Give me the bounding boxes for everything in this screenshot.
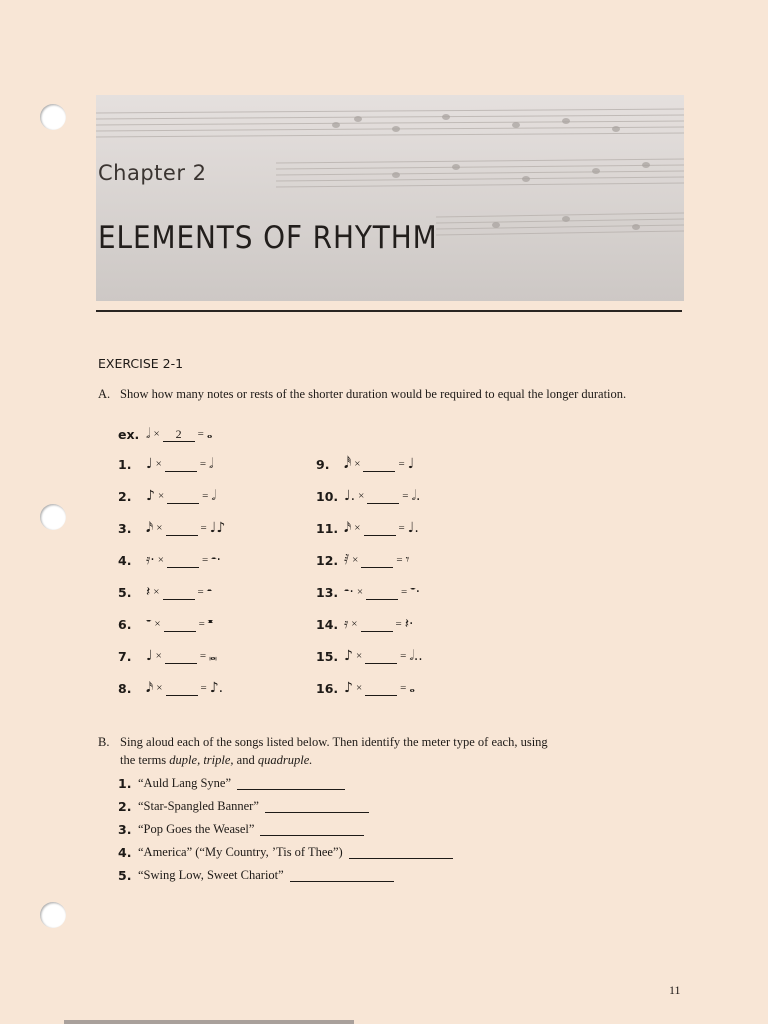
equals-sign: = [198, 618, 205, 630]
times-sign: × [155, 650, 162, 662]
item-left-note: ♪ [344, 680, 353, 696]
times-sign: × [156, 522, 163, 534]
song-item [118, 841, 453, 864]
item-right-note: ♩♪ [209, 520, 226, 536]
exercise-item [118, 452, 214, 476]
answer-blank[interactable] [363, 457, 395, 472]
answer-blank[interactable] [167, 553, 199, 568]
equals-sign: = [197, 428, 204, 440]
item-right-note: 𝄻· [410, 584, 421, 600]
item-left-note: ♩ [146, 456, 153, 472]
song-item [118, 864, 453, 887]
exercise-label: EXERCISE 2-1 [98, 356, 184, 371]
binder-hole-middle [40, 504, 66, 530]
answer-blank[interactable] [361, 553, 393, 568]
answer-blank[interactable] [290, 869, 394, 882]
item-number: 14. [316, 616, 339, 632]
times-sign: × [354, 522, 361, 534]
item-left-note: 𝄿 [344, 616, 349, 632]
item-number: 9. [316, 456, 330, 472]
times-sign: × [354, 458, 361, 470]
times-sign: × [355, 650, 363, 662]
answer-blank[interactable] [364, 521, 396, 536]
chapter-banner [96, 95, 684, 301]
item-number: 3. [118, 520, 132, 536]
song-item [118, 795, 453, 818]
song-number: 3. [118, 822, 132, 837]
exercise-item [118, 548, 221, 572]
equals-sign: = [396, 554, 403, 566]
times-sign: × [157, 490, 165, 502]
equals-sign: = [398, 458, 405, 470]
example-left-note: 𝅗𝅥 [146, 426, 151, 442]
song-list [118, 772, 453, 887]
equals-sign: = [401, 586, 408, 598]
equals-sign: = [200, 682, 207, 694]
equals-sign: = [400, 682, 407, 694]
item-right-note: 𝅜 [209, 648, 217, 664]
equals-sign: = [197, 586, 204, 598]
term-duple: duple, [169, 752, 201, 767]
answer-blank[interactable] [167, 489, 199, 504]
times-sign: × [153, 428, 160, 440]
term-quadruple: quadruple. [257, 752, 313, 767]
exercise-item [118, 484, 216, 508]
equals-sign: = [199, 458, 207, 470]
answer-blank[interactable] [365, 649, 397, 664]
answer-blank[interactable] [166, 521, 198, 536]
item-left-note: ♪ [344, 648, 353, 664]
times-sign: × [154, 618, 161, 630]
item-left-note: ♩ [146, 648, 153, 664]
item-right-note: 𝅗𝅥.. [409, 648, 423, 664]
answer-blank[interactable] [163, 585, 195, 600]
song-title: “Auld Lang Syne” [138, 776, 232, 790]
item-right-note: ♪. [209, 680, 224, 696]
item-left-note: ♩. [344, 488, 356, 504]
title-divider [96, 310, 682, 312]
times-sign: × [156, 682, 163, 694]
answer-blank[interactable] [237, 777, 345, 790]
sheet-music-background [96, 95, 684, 301]
answer-blank[interactable] [365, 681, 397, 696]
times-sign: × [351, 618, 358, 630]
item-number: 5. [118, 584, 132, 600]
part-b-text-1: Sing aloud each of the songs listed below. Then identify the meter type of each, using [120, 735, 548, 749]
binder-hole-bottom [40, 902, 66, 928]
equals-sign: = [202, 490, 209, 502]
page-number: 11 [669, 983, 681, 997]
item-number: 13. [316, 584, 339, 600]
item-right-note: 𝅝 [409, 680, 415, 696]
times-sign: × [356, 586, 364, 598]
term-triple: triple, [203, 752, 234, 767]
equals-sign: = [402, 490, 409, 502]
item-left-note: 𝅘𝅥𝅯 [344, 520, 352, 536]
item-number: 11. [316, 520, 339, 536]
item-number: 4. [118, 552, 132, 568]
times-sign: × [153, 586, 160, 598]
item-number: 10. [316, 488, 339, 504]
equals-sign: = [395, 618, 402, 630]
item-left-note: ♪ [146, 488, 155, 504]
part-b-and: and [233, 752, 258, 767]
chapter-title: ELEMENTS OF RHYTHM [98, 220, 438, 256]
song-title: “America” (“My Country, ’Tis of Thee”) [138, 845, 343, 859]
equals-sign: = [400, 650, 407, 662]
item-number: 12. [316, 552, 339, 568]
example-row [118, 422, 212, 446]
answer-blank[interactable] [166, 681, 198, 696]
item-number: 1. [118, 456, 132, 472]
song-number: 2. [118, 799, 132, 814]
answer-blank[interactable] [265, 800, 369, 813]
answer-blank[interactable] [164, 617, 196, 632]
binder-hole-top [40, 104, 66, 130]
item-right-note: ♩ [407, 456, 415, 472]
answer-blank[interactable] [367, 489, 399, 504]
item-right-note: 𝅗𝅥. [411, 488, 421, 504]
exercise-item [316, 548, 409, 572]
times-sign: × [352, 554, 359, 566]
equals-sign: = [398, 522, 405, 534]
answer-blank[interactable] [361, 617, 393, 632]
scan-edge [64, 1020, 354, 1024]
item-right-note: 𝄽· [404, 616, 414, 632]
item-right-note: 𝅗𝅥 [209, 456, 214, 472]
part-a-letter: A. [98, 387, 111, 401]
example-answer: 2 [163, 427, 195, 442]
item-number: 6. [118, 616, 132, 632]
item-right-note: 𝄾 [405, 552, 410, 568]
item-left-note: 𝄿· [146, 552, 155, 568]
song-title: “Swing Low, Sweet Chariot” [138, 868, 284, 882]
times-sign: × [157, 554, 164, 566]
song-title: “Pop Goes the Weasel” [138, 822, 255, 836]
exercise-item [118, 644, 217, 668]
example-right-note: 𝅝 [206, 426, 213, 442]
item-number: 2. [118, 488, 132, 504]
exercise-item [316, 644, 423, 668]
item-number: 15. [316, 648, 339, 664]
times-sign: × [358, 490, 365, 502]
song-number: 5. [118, 868, 132, 883]
item-right-note: 𝅗𝅥 [211, 488, 216, 504]
item-left-note: 𝅘𝅥𝅯 [146, 520, 154, 536]
part-b-instruction [98, 734, 548, 769]
item-number: 16. [316, 680, 339, 696]
item-right-note: 𝄼· [211, 552, 221, 568]
exercise-item [316, 580, 420, 604]
exercise-item [316, 452, 414, 476]
song-number: 1. [118, 776, 132, 791]
item-left-note: 𝄼· [344, 584, 354, 600]
item-left-note: 𝄻 [146, 616, 152, 632]
example-label: ex. [118, 426, 140, 442]
exercise-item [118, 580, 212, 604]
equals-sign: = [200, 522, 207, 534]
part-b-letter: B. [98, 735, 110, 749]
item-right-note: ♩. [407, 520, 419, 536]
exercise-item [118, 612, 213, 636]
answer-blank[interactable] [366, 585, 398, 600]
song-item [118, 818, 453, 841]
part-b-text-2: the terms [120, 752, 170, 767]
part-a-instruction [98, 386, 626, 404]
item-right-note: 𝄺 [207, 616, 214, 632]
equals-sign: = [199, 650, 207, 662]
item-number: 7. [118, 648, 132, 664]
song-title: “Star-Spangled Banner” [138, 799, 259, 813]
answer-blank[interactable] [165, 457, 197, 472]
item-left-note: 𝅘𝅥𝅰 [344, 456, 352, 472]
item-left-note: 𝅘𝅥𝅯 [146, 680, 154, 696]
exercise-item [316, 516, 419, 540]
equals-sign: = [201, 554, 209, 566]
exercise-item [316, 676, 415, 700]
song-number: 4. [118, 845, 132, 860]
item-number: 8. [118, 680, 132, 696]
item-left-note: 𝄽 [146, 584, 151, 600]
song-item [118, 772, 453, 795]
exercise-item [316, 484, 420, 508]
answer-blank[interactable] [260, 823, 364, 836]
exercise-item [118, 516, 225, 540]
times-sign: × [355, 682, 363, 694]
exercise-item [316, 612, 413, 636]
exercise-item [118, 676, 223, 700]
item-left-note: 𝅀 [344, 552, 350, 568]
item-right-note: 𝄼 [206, 584, 213, 600]
answer-blank[interactable] [349, 846, 453, 859]
answer-blank[interactable] [165, 649, 197, 664]
times-sign: × [155, 458, 162, 470]
chapter-label: Chapter 2 [98, 161, 207, 185]
part-a-text: Show how many notes or rests of the shorter duration would be required to equal the longer duration. [120, 387, 627, 401]
